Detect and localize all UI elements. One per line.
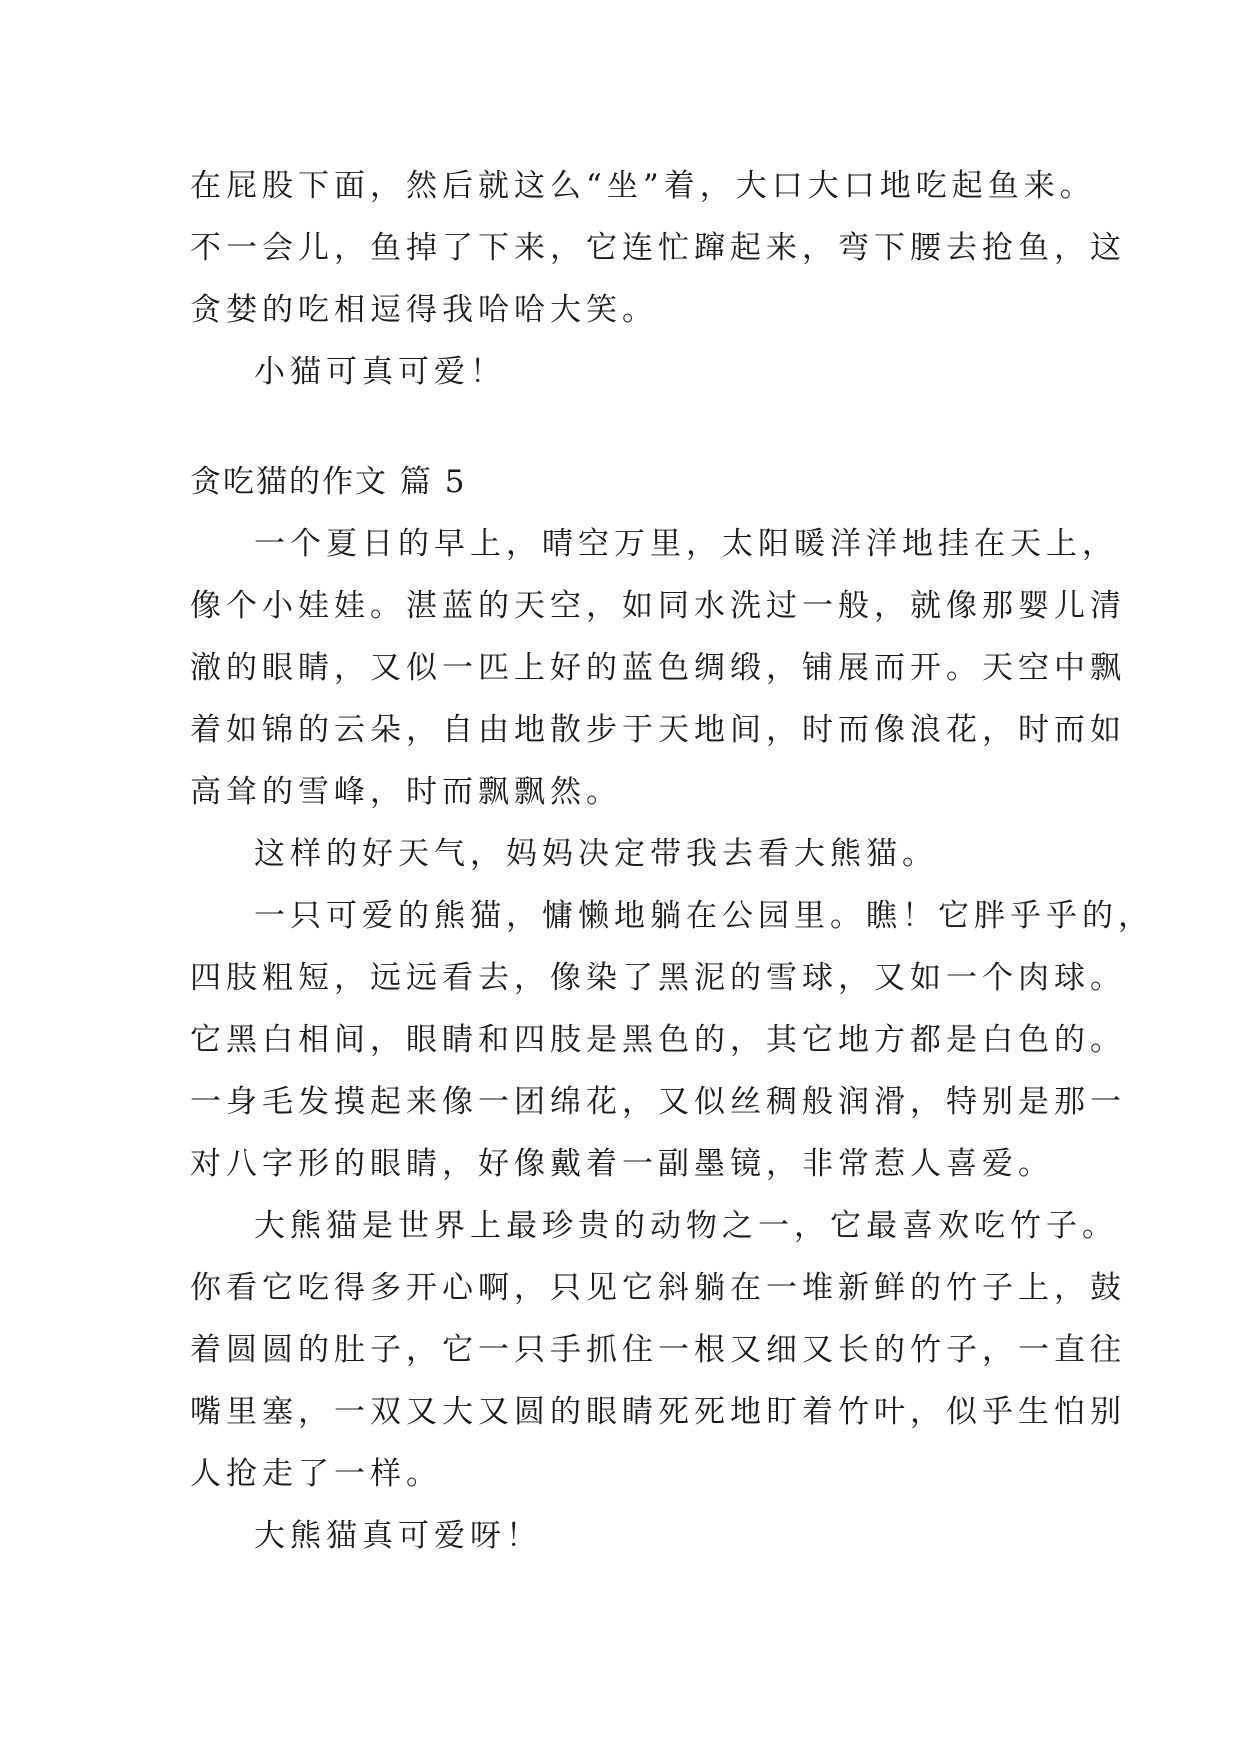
text-line: 对八字形的眼睛，好像戴着一副墨镜，非常惹人喜爱。 [190,1146,1054,1182]
text-line: 你看它吃得多开心啊，只见它斜躺在一堆新鲜的竹子上，鼓 [190,1270,1126,1306]
text-line: 贪婪的吃相逗得我哈哈大笑。 [190,292,658,328]
text-line: 着圆圆的肚子，它一只手抓住一根又细又长的竹子，一直往 [190,1332,1126,1368]
paragraph-line: 大熊猫真可爱呀！ [254,1518,542,1554]
text-line: 澈的眼睛，又似一匹上好的蓝色绸缎，铺展而开。天空中飘 [190,650,1126,686]
text-line: 它黑白相间，眼睛和四肢是黑色的，其它地方都是白色的。 [190,1022,1126,1058]
text-line: 着如锦的云朵，自由地散步于天地间，时而像浪花，时而如 [190,712,1126,748]
text-line: 人抢走了一样。 [190,1456,442,1492]
text-line: 像个小娃娃。湛蓝的天空，如同水洗过一般，就像那婴儿清 [190,588,1126,624]
paragraph-line: 一只可爱的熊猫，慵懒地躺在公园里。瞧！它胖乎乎的， [254,898,1154,934]
text-line: 嘴里塞，一双又大又圆的眼睛死死地盯着竹叶，似乎生怕别 [190,1394,1126,1430]
text-line: 四肢粗短，远远看去，像染了黑泥的雪球，又如一个肉球。 [190,960,1126,996]
text-line: 高耸的雪峰，时而飘飘然。 [190,774,622,810]
paragraph-line: 这样的好天气，妈妈决定带我去看大熊猫。 [254,836,938,872]
section-heading: 贪吃猫的作文 篇 5 [190,464,467,500]
paragraph-line: 一个夏日的早上，晴空万里，太阳暖洋洋地挂在天上， [254,526,1118,562]
paragraph-line: 小猫可真可爱！ [254,354,506,390]
text-line: 在屁股下面，然后就这么“坐”着，大口大口地吃起鱼来。 [190,168,1096,204]
text-line: 不一会儿，鱼掉了下来，它连忙蹿起来，弯下腰去抢鱼，这 [190,230,1126,266]
text-line: 一身毛发摸起来像一团绵花，又似丝稠般润滑，特别是那一 [190,1084,1126,1120]
paragraph-line: 大熊猫是世界上最珍贵的动物之一，它最喜欢吃竹子。 [254,1208,1118,1244]
